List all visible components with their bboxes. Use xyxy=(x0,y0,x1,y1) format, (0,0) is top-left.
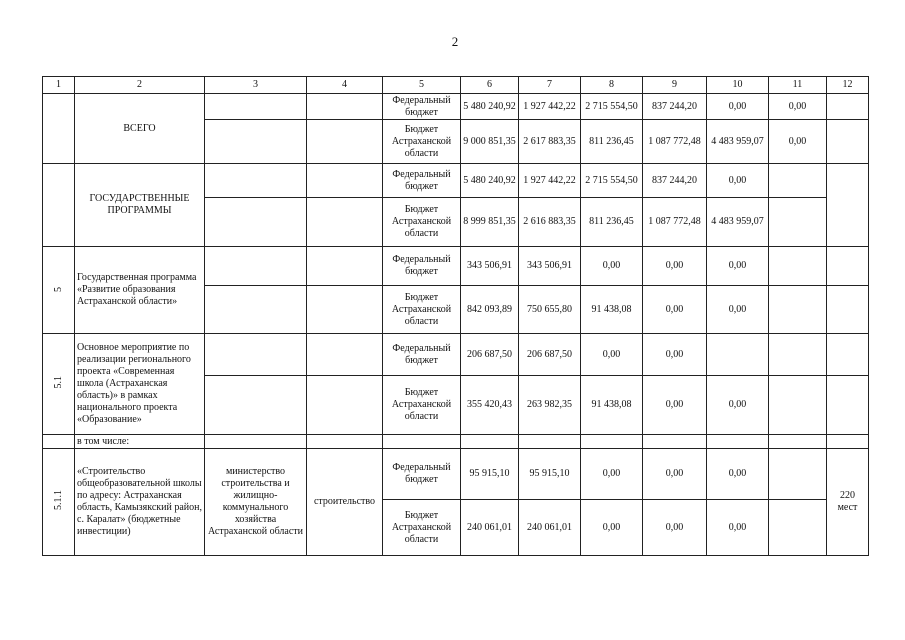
total-fed-row: ВСЕГО Федеральный бюджет 5 480 240,92 1 927 442,22 2 715 554,50 837 244,20 0,00 0,00 xyxy=(43,94,869,120)
col-header-2: 2 xyxy=(75,77,205,94)
ev511-type: строительство xyxy=(307,449,383,556)
total-name: ВСЕГО xyxy=(75,94,205,164)
col-header-7: 7 xyxy=(519,77,581,94)
budget-table xyxy=(42,76,869,556)
ev51-fed-row: 5.1 Основное мероприятие по реализации регионального проекта «Современная школа (Астраханская область)» в рамках национального проекта «Образование» Федеральный бюджет 206 687,50 206 687,50 0,00 0,00 xyxy=(43,334,869,376)
prog5-number: 5 xyxy=(52,287,64,292)
col-header-11: 11 xyxy=(769,77,827,94)
total-num-cell xyxy=(43,94,75,164)
prog5-fed-row: 5 Государственная программа «Развитие образования Астраханской области» Федеральный бюджет 343 506,91 343 506,91 0,00 0,00 0,00 xyxy=(43,247,869,286)
col-header-3: 3 xyxy=(205,77,307,94)
ev511-reg-row: Бюджет Астраханской области 240 061,01 240 061,01 0,00 0,00 0,00 xyxy=(43,500,869,556)
page-number: 2 xyxy=(451,34,459,49)
col-header-10: 10 xyxy=(707,77,769,94)
ev51-number: 5.1 xyxy=(52,375,64,389)
header-row xyxy=(43,77,869,94)
ev511-number: 5.1.1 xyxy=(52,490,64,510)
col-header-4: 4 xyxy=(307,77,383,94)
col-header-9: 9 xyxy=(643,77,707,94)
ev51-name: Основное мероприятие по реализации регионального проекта «Современная школа (Астраханская область)» в рамках национального проекта «Образование» xyxy=(75,334,205,435)
gov-fed-row: ГОСУДАРСТВЕННЫЕ ПРОГРАММЫ Федеральный бюджет 5 480 240,92 1 927 442,22 2 715 554,50 837 244,20 0,00 xyxy=(43,164,869,198)
total-reg-row: Бюджет Астраханской области 9 000 851,35 2 617 883,35 811 236,45 1 087 772,48 4 483 959,07 0,00 xyxy=(43,120,869,164)
col-header-6: 6 xyxy=(461,77,519,94)
ev51-reg-row: Бюджет Астраханской области 355 420,43 263 982,35 91 438,08 0,00 0,00 xyxy=(43,376,869,435)
ev511-name: «Строительство общеобразовательной школы по адресу: Астраханская область, Камызякский район, с. Каралат» (бюджетные инвестиции) xyxy=(75,449,205,556)
source-regional: Бюджет Астраханской области xyxy=(383,120,461,164)
col-header-12: 12 xyxy=(827,77,869,94)
ev511-executor: министерство строительства и жилищно-коммунального хозяйства Астраханской области xyxy=(205,449,307,556)
col-header-8: 8 xyxy=(581,77,643,94)
gov-reg-row: Бюджет Астраханской области 8 999 851,35 2 616 883,35 811 236,45 1 087 772,48 4 483 959,07 xyxy=(43,198,869,247)
source-federal: Федеральный бюджет xyxy=(383,94,461,120)
including-label: в том числе: xyxy=(75,435,205,449)
prog5-reg-row: Бюджет Астраханской области 842 093,89 750 655,80 91 438,08 0,00 0,00 xyxy=(43,286,869,334)
gov-name: ГОСУДАРСТВЕННЫЕ ПРОГРАММЫ xyxy=(75,164,205,247)
col-header-5: 5 xyxy=(383,77,461,94)
including-row xyxy=(43,435,869,449)
ev511-capacity: 220 мест xyxy=(827,449,869,556)
prog5-name: Государственная программа «Развитие образования Астраханской области» xyxy=(75,247,205,334)
ev511-fed-row: 5.1.1 «Строительство общеобразовательной школы по адресу: Астраханская область, Камызякский район, с. Каралат» (бюджетные инвестиции) министерство строительства и жилищно-коммунального хозяйства Астраханской области строительство Федеральный бюджет 95 915,10 95 915,10 0,00 0,00 0,00 220 мест xyxy=(43,449,869,500)
col-header-1: 1 xyxy=(43,77,75,94)
